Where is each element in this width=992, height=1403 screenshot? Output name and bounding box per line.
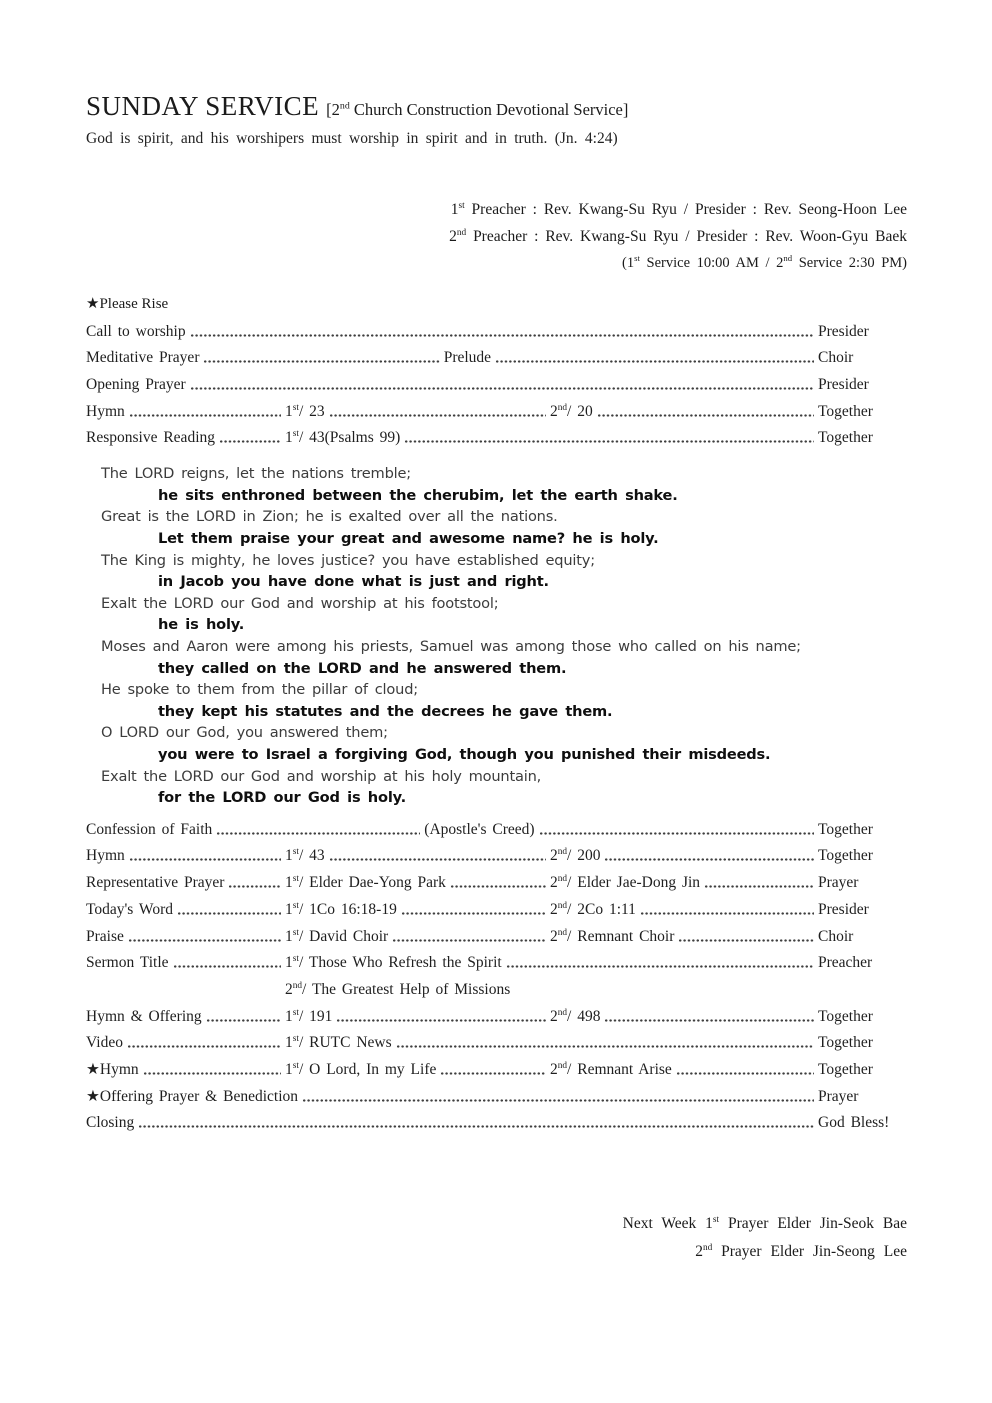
ordinal-suffix: st — [292, 1061, 299, 1071]
order-second-value: 2Co 1:11 — [577, 900, 636, 918]
order-first-cell — [285, 848, 550, 864]
ordinal-slash: / — [298, 1008, 310, 1025]
order-second-value: The Greatest Help of Missions — [311, 980, 511, 998]
dot-leader — [302, 1091, 814, 1104]
dot-leader — [143, 1064, 281, 1077]
order-item-assignee: Preacher — [818, 954, 873, 972]
order-first-value: 1Co 16:18-19 — [309, 901, 397, 918]
order-item-label: Hymn — [86, 848, 125, 865]
order-first-segment — [285, 1009, 332, 1025]
order-item-assignee: Together — [818, 847, 873, 865]
reading-response-line: Let them praise your great and awesome name? he is holy. — [158, 530, 659, 548]
order-first-cell — [285, 929, 550, 945]
dot-leader — [401, 904, 546, 917]
order-label-cell — [86, 1009, 285, 1025]
ordinal-suffix: nd — [557, 873, 568, 884]
ordinal-slash: / — [302, 980, 312, 998]
order-row — [86, 404, 907, 420]
ordinal-slash: / — [567, 900, 578, 918]
dot-leader — [127, 1037, 281, 1050]
reading-call-line: Exalt the LORD our God and worship at his footstool; — [101, 594, 499, 612]
reading-call-line: Exalt the LORD our God and worship at his holy mountain, — [101, 767, 542, 785]
reading-response-line: they kept his statutes and the decrees he gave them. — [158, 702, 613, 720]
service-title: SUNDAY SERVICE — [86, 91, 320, 121]
order-item-assignee: Together — [818, 402, 873, 420]
ordinal-suffix: st — [292, 954, 299, 965]
dot-leader — [190, 326, 814, 339]
scripture-verse: God is spirit, and his worshipers must worship in spirit and in truth. (Jn. 4:24) — [86, 130, 618, 147]
ordinal-slash: / — [567, 402, 578, 420]
order-of-service-bottom — [86, 822, 907, 1132]
next-week-info — [86, 1210, 907, 1265]
reading-call-line: The LORD reigns, let the nations tremble; — [101, 465, 411, 483]
dot-leader — [190, 379, 814, 392]
dot-leader — [128, 931, 281, 944]
order-label-cell — [86, 404, 285, 420]
order-first-value: O Lord, In my Life — [309, 1061, 437, 1078]
ordinal-number: 1 — [285, 875, 293, 892]
order-item-label: Opening Prayer — [86, 375, 186, 393]
dot-leader — [219, 432, 281, 445]
ordinal-suffix: nd — [292, 980, 303, 991]
order-first-segment — [285, 1035, 392, 1051]
ordinal-suffix: nd — [557, 1007, 568, 1018]
order-label-cell — [86, 929, 285, 945]
dot-leader — [678, 931, 814, 944]
order-item-assignee: Together — [818, 1060, 873, 1078]
order-label-cell — [86, 1062, 285, 1078]
ordinal-slash: / — [298, 403, 310, 420]
order-row — [86, 1115, 907, 1131]
order-first-segment — [285, 955, 502, 971]
ordinal-slash: / — [298, 875, 310, 892]
order-first-value: Those Who Refresh the Spirit — [308, 954, 502, 972]
order-first-cell — [285, 404, 550, 420]
page-title — [86, 88, 907, 126]
ordinal-suffix: st — [292, 928, 299, 938]
ordinal-suffix: st — [292, 848, 299, 858]
ordinal-slash: / — [567, 1007, 578, 1025]
order-first-value: Elder Dae-Yong Park — [309, 875, 446, 892]
order-second-value: Elder Jae-Dong Jin — [577, 874, 701, 892]
order-item-label: Sermon Title — [86, 955, 169, 972]
order-second-segment — [285, 982, 510, 998]
order-item-assignee: Choir — [818, 349, 854, 367]
order-row — [86, 1035, 907, 1051]
order-first-segment — [285, 848, 325, 864]
dot-leader — [640, 904, 814, 917]
reading-call-line: Moses and Aaron were among his priests, Samuel was among those who called on his name; — [101, 638, 801, 655]
order-item-assignee: Presider — [818, 900, 869, 918]
order-first-cell — [285, 875, 550, 891]
order-item-label: Hymn & Offering — [86, 1008, 202, 1025]
order-label-cell — [86, 1035, 285, 1051]
ordinal-suffix: nd — [557, 847, 568, 858]
reading-response-line: he is holy. — [158, 616, 245, 634]
ordinal-suffix: st — [292, 901, 299, 911]
reading-response-line: for the LORD our God is holy. — [158, 789, 406, 807]
reading-call-line: He spoke to them from the pillar of cloud; — [101, 681, 418, 699]
dot-leader — [336, 1011, 546, 1024]
order-row — [86, 377, 907, 393]
order-first-value: RUTC News — [309, 1034, 392, 1052]
order-item-label: Confession of Faith — [86, 820, 213, 838]
service-times: (1st Service 10:00 AM / 2nd Service 2:30 PM) — [622, 253, 907, 271]
order-item-assignee: Together — [818, 820, 873, 838]
ordinal-number: 1 — [285, 429, 293, 447]
ordinal-slash: / — [298, 1061, 310, 1078]
ordinal-number: 2 — [550, 1060, 558, 1078]
order-first-segment — [285, 1062, 436, 1078]
order-first-value: 43 — [309, 848, 325, 865]
order-row — [86, 955, 907, 971]
order-item-assignee: God Bless! — [818, 1114, 890, 1132]
ordinal-suffix: st — [292, 1008, 299, 1018]
dot-leader — [506, 957, 814, 970]
order-first-segment — [285, 902, 397, 918]
order-first-cell — [285, 902, 550, 918]
order-item-label: Meditative Prayer — [86, 349, 200, 367]
ordinal-number: 1 — [285, 848, 293, 865]
order-label-cell — [86, 848, 285, 864]
dot-leader — [329, 850, 546, 863]
ordinal-slash: / — [298, 901, 310, 918]
order-row — [86, 902, 907, 918]
ordinal-suffix: nd — [557, 1060, 568, 1071]
order-first-cell — [285, 1062, 550, 1078]
dot-leader — [404, 432, 814, 445]
ordinal-slash: / — [298, 1034, 310, 1052]
order-row — [86, 848, 907, 864]
order-item-label: Closing — [86, 1114, 135, 1132]
ordinal-slash: / — [567, 874, 578, 892]
order-second-segment — [550, 1062, 672, 1078]
order-of-service-top — [86, 324, 907, 447]
ordinal-number: 2 — [550, 402, 558, 420]
order-first-value: 191 — [309, 1008, 333, 1025]
ordinal-suffix: nd — [557, 402, 568, 413]
dot-leader — [704, 877, 814, 890]
order-row — [86, 430, 907, 446]
order-second-segment — [550, 902, 636, 918]
order-item-label: Representative Prayer — [86, 875, 225, 892]
dot-leader — [676, 1064, 814, 1077]
order-row — [86, 350, 907, 366]
dot-leader — [216, 824, 420, 837]
service-subtitle: [2nd Church Construction Devotional Service] — [326, 100, 629, 119]
order-item-assignee: Together — [818, 1034, 873, 1052]
dot-leader — [138, 1117, 814, 1130]
reading-call-line: The King is mighty, he loves justice? you have established equity; — [101, 551, 595, 569]
ordinal-slash: / — [567, 927, 578, 945]
dot-leader — [329, 406, 546, 419]
order-first-value: David Choir — [309, 928, 389, 945]
order-first-segment — [285, 929, 388, 945]
order-label-cell — [86, 902, 285, 918]
ordinal-suffix: st — [292, 403, 299, 413]
reading-response-line: in Jacob you have done what is just and right. — [158, 573, 549, 591]
order-first-cell — [285, 1009, 550, 1025]
preacher-info — [86, 197, 907, 277]
ordinal-number: 1 — [285, 1034, 293, 1052]
order-item-assignee: Choir — [818, 927, 854, 945]
dot-leader — [206, 1011, 281, 1024]
dot-leader — [440, 1064, 546, 1077]
ordinal-number: 2 — [550, 927, 558, 945]
preacher-line-2: 2nd Preacher : Rev. Kwang-Su Ryu / Presider : Rev. Woon-Gyu Baek — [449, 227, 907, 245]
order-item-assignee: Presider — [818, 375, 869, 393]
order-row — [86, 822, 907, 838]
order-second-value: Remnant Choir — [577, 927, 675, 945]
order-item-label: ★Hymn — [86, 1061, 139, 1078]
ordinal-number: 2 — [285, 980, 293, 998]
reading-response-line: you were to Israel a forgiving God, though you punished their misdeeds. — [158, 745, 771, 763]
order-first-segment — [285, 404, 325, 420]
reading-response-line: they called on the LORD and he answered them. — [158, 659, 567, 677]
order-item-assignee: Presider — [818, 322, 869, 340]
order-row — [86, 875, 907, 891]
order-row — [86, 929, 907, 945]
order-item-assignee: Prayer — [818, 874, 859, 892]
dot-leader — [604, 850, 814, 863]
dot-leader — [450, 877, 546, 890]
ordinal-number: 1 — [285, 901, 293, 918]
reading-response-line: he sits enthroned between the cherubim, let the earth shake. — [158, 486, 678, 504]
order-second-segment — [550, 1009, 600, 1025]
preacher-line-1: 1st Preacher : Rev. Kwang-Su Ryu / Presider : Rev. Seong-Hoon Lee — [450, 200, 907, 218]
dot-leader — [129, 406, 281, 419]
ordinal-number: 1 — [285, 954, 293, 972]
next-week-line-2: 2nd Prayer Elder Jin-Seong Lee — [695, 1242, 907, 1260]
order-item-assignee: Prayer — [818, 1087, 859, 1105]
order-first-segment — [285, 875, 446, 891]
ordinal-number: 2 — [550, 1007, 558, 1025]
order-label-cell — [86, 430, 285, 446]
ordinal-number: 1 — [285, 403, 293, 420]
order-first-value: 43(Psalms 99) — [309, 429, 401, 447]
dot-leader — [203, 352, 439, 365]
dot-leader — [597, 406, 814, 419]
order-item-label: Call to worship — [86, 322, 186, 340]
order-item-label: Video — [86, 1035, 123, 1052]
next-week-line-1: Next Week 1st Prayer Elder Jin-Seok Bae — [622, 1215, 907, 1233]
order-item-assignee: Together — [818, 429, 873, 447]
order-row — [86, 1062, 907, 1078]
dot-leader — [539, 824, 814, 837]
dot-leader — [129, 850, 281, 863]
dot-leader — [604, 1011, 814, 1024]
ordinal-slash: / — [298, 848, 310, 865]
dot-leader — [396, 1037, 814, 1050]
order-item-assignee: Together — [818, 1007, 873, 1025]
ordinal-slash: / — [567, 847, 578, 865]
dot-leader — [228, 877, 281, 890]
order-second-segment — [550, 929, 674, 945]
order-second-segment — [550, 875, 700, 891]
ordinal-suffix: nd — [557, 900, 568, 911]
dot-leader — [495, 352, 814, 365]
reading-call-line: Great is the LORD in Zion; he is exalted over all the nations. — [101, 508, 558, 526]
ordinal-number: 2 — [550, 874, 558, 892]
order-second-value: 200 — [577, 847, 601, 865]
order-second-value: Remnant Arise — [577, 1060, 672, 1078]
order-label-cell — [86, 955, 285, 971]
ordinal-number: 1 — [285, 928, 293, 945]
ordinal-number: 2 — [550, 900, 558, 918]
order-first-segment — [285, 430, 400, 446]
order-item-label: ★Offering Prayer & Benediction — [86, 1087, 299, 1105]
order-second-segment — [550, 848, 600, 864]
ordinal-suffix: st — [292, 875, 299, 884]
responsive-reading — [86, 463, 907, 809]
ordinal-slash: / — [567, 1060, 578, 1078]
ordinal-slash: / — [298, 928, 310, 945]
order-row — [86, 982, 907, 998]
ordinal-number: 1 — [285, 1061, 293, 1078]
ordinal-number: 1 — [285, 1008, 293, 1025]
order-item-label: Responsive Reading — [86, 430, 215, 447]
dot-leader — [177, 904, 281, 917]
ordinal-slash: / — [298, 954, 309, 972]
order-first-value: 23 — [309, 403, 325, 420]
ordinal-slash: / — [298, 429, 310, 447]
order-second-segment — [550, 404, 593, 420]
order-row — [86, 1089, 907, 1105]
dot-leader — [392, 931, 546, 944]
order-second-value: 498 — [577, 1007, 601, 1025]
order-row — [86, 1009, 907, 1025]
order-label-cell — [86, 875, 285, 891]
order-row — [86, 324, 907, 340]
ordinal-suffix: st — [292, 429, 299, 440]
order-item-mid-value: (Apostle's Creed) — [424, 820, 535, 838]
order-item-label: Hymn — [86, 403, 125, 420]
dot-leader — [173, 957, 281, 970]
ordinal-number: 2 — [550, 847, 558, 865]
order-item-label: Today's Word — [86, 901, 173, 918]
ordinal-suffix: nd — [557, 927, 568, 938]
order-item-mid-value: Prelude — [443, 349, 492, 367]
please-rise-note: ★Please Rise — [86, 295, 169, 312]
order-item-label: Praise — [86, 928, 124, 945]
order-second-value: 20 — [577, 402, 593, 420]
ordinal-suffix: st — [292, 1034, 299, 1045]
reading-call-line: O LORD our God, you answered them; — [101, 724, 388, 742]
